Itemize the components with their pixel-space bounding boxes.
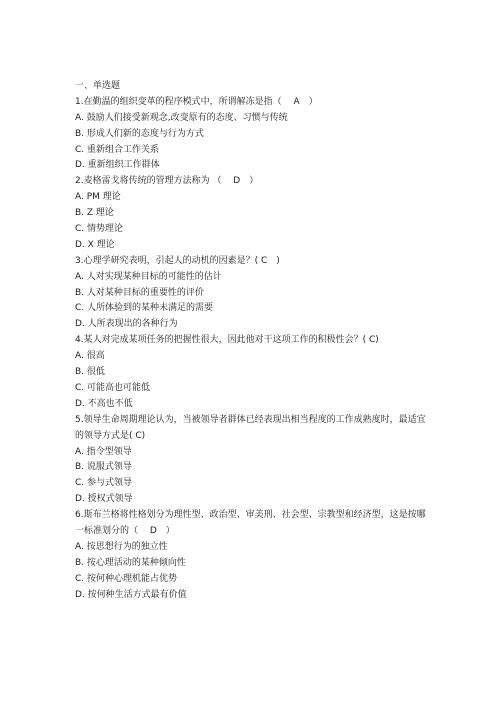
option-b: B. 按心理活动的某种倾向性: [75, 557, 186, 568]
option-b: B. 很低: [75, 367, 105, 378]
option-c: C. 人所体验到的某种未满足的需要: [75, 303, 214, 314]
option-d: D. X 理论: [75, 239, 115, 250]
question-1: [75, 95, 435, 174]
option-c: C. 参与式领导: [75, 478, 133, 489]
option-b: B. Z 理论: [75, 208, 114, 219]
option-b: B. 人对某种目标的重要性的评价: [75, 287, 204, 298]
option-a: A. 按思想行为的独立性: [75, 541, 168, 552]
question-stem: 3.心理学研究表明，引起人的动机的因素是？( C ): [75, 255, 280, 266]
question-3: [75, 254, 435, 333]
option-a: A. 很高: [75, 351, 105, 362]
option-c: C. 按何种心理机能占优势: [75, 573, 178, 584]
question-stem: 6.斯布兰格将性格划分为理性型、政治型、审美刑、社会型、宗教型和经济型，这是按哪一标准划分的（ D ）: [75, 510, 426, 536]
question-stem: 2.麦格雷戈将传统的管理方法称为 （ D ）: [75, 176, 259, 187]
question-5: [75, 413, 435, 508]
option-a: A. 人对实现某种目标的可能性的估计: [75, 271, 222, 282]
option-c: C. 可能高也可能低: [75, 382, 151, 393]
option-d: D. 授权式领导: [75, 494, 133, 505]
option-d: D. 重新组织工作群体: [75, 160, 160, 171]
option-d: D. 按何种生活方式最有价值: [75, 589, 187, 600]
question-2: [75, 174, 435, 253]
question-stem: 4.某人对完成某项任务的把握性很大，因此他对干这项工作的积极性会？( C): [75, 335, 379, 346]
document-body: [75, 79, 435, 603]
option-d: D. 人所表现出的各种行为: [75, 319, 178, 330]
option-b: B. 形成人们新的态度与行为方式: [75, 128, 204, 139]
question-stem: 1.在勤温的组织变革的程序模式中，所谓解冻是指（ A ）: [75, 96, 318, 107]
option-c: C. 情势理论: [75, 224, 124, 235]
option-a: A. PM 理论: [75, 192, 121, 203]
section-title: 一、单选题: [75, 81, 121, 91]
option-a: A. 指令型领导: [75, 446, 132, 457]
option-b: B. 说服式领导: [75, 462, 132, 473]
question-4: [75, 333, 435, 412]
option-a: A. 鼓励人们接受新观念,改变原有的态度、习惯与传统: [75, 112, 288, 123]
option-d: D. 不高也不低: [75, 398, 133, 409]
option-c: C. 重新组合工作关系: [75, 144, 160, 155]
question-6: [75, 508, 435, 603]
question-stem: 5.领导生命周期理论认为，当被领导者群体已经表现出相当程度的工作成熟度时，最适宜的领导方式是( C): [75, 414, 426, 441]
